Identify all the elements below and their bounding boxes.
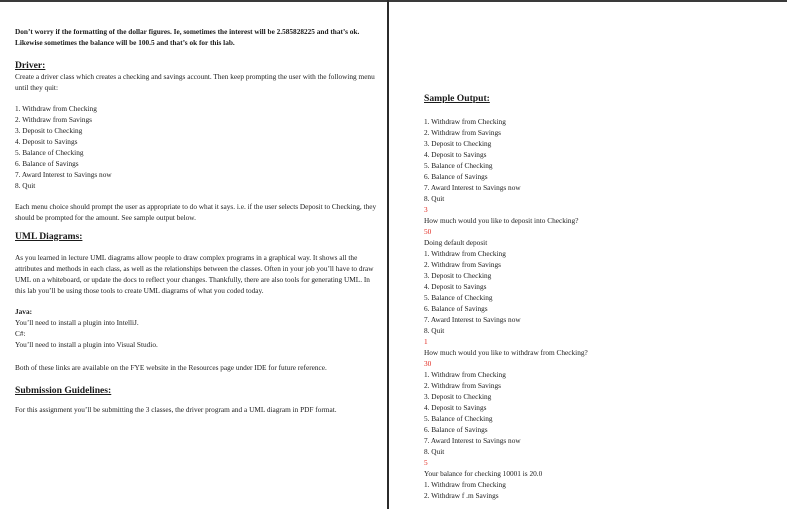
user-input: 3 [424,205,428,214]
driver-text: Create a driver class which creates a checking and savings account. Then keep prompting the user with the following menu until they quit: [15,72,375,92]
sample-menu-2 [424,248,777,336]
list-item: 7. Award Interest to Savings now [424,436,521,445]
list-item: 7. Award Interest to Savings now [424,183,521,192]
list-item: 2. Withdraw from Savings [424,260,501,269]
list-item: 7. Award Interest to Savings now [424,315,521,324]
list-item: 1. Withdraw from Checking [424,117,506,126]
submission-heading: Submission Guidelines: [15,385,112,396]
list-item: 4. Deposit to Savings [424,282,487,291]
java-text: You’ll need to install a plugin into IntelliJ. [15,318,139,327]
list-item: 8. Quit [424,326,445,335]
list-item: 6. Balance of Savings [15,159,79,168]
list-item: 1. Withdraw from Checking [15,104,97,113]
list-item: 7. Award Interest to Savings now [15,170,112,179]
list-item: 5. Balance of Checking [424,414,493,423]
list-item: 1. Withdraw from Checking [424,249,506,258]
balance-line: Your balance for checking 10001 is 20.0 [424,469,543,478]
doing-deposit-line: Doing default deposit [424,238,488,247]
list-item: 2. Withdraw from Savings [15,115,92,124]
prompt-deposit: How much would you like to deposit into Checking? [424,216,579,225]
menu-note: Each menu choice should prompt the user as appropriate to do what it says. i.e. if the user selects Deposit to Checking, they should be prompted for the amount. See sample output below. [15,202,377,222]
uml-text: As you learned in lecture UML diagrams allow people to draw complex programs in a graphical way. It shows all the attributes and methods in each class, as well as the relationships between the classes. Often in your job you’ll have to draw UML on a whiteboard, or update the docs to reflect your changes. Thankfully, there are also tools for generating UML. In this lab you’ll be using those tools to create UML diagrams of what you coded today. [15,253,374,295]
driver-heading: Driver: [15,60,46,71]
list-item: 3. Deposit to Checking [424,392,492,401]
sample-menu-1 [424,116,777,204]
list-item: 6. Balance of Savings [424,172,488,181]
list-item: 3. Deposit to Checking [424,271,492,280]
user-input: 30 [424,359,432,368]
prompt-withdraw: How much would you like to withdraw from Checking? [424,348,588,357]
list-item: 5. Balance of Checking [424,293,493,302]
list-item: 1. Withdraw from Checking [424,370,506,379]
links-text: Both of these links are available on the FYE website in the Resources page under IDE for future reference. [15,363,327,372]
right-page [390,0,787,509]
list-item: 4. Deposit to Savings [424,403,487,412]
page-divider [387,0,389,509]
left-page [0,0,388,509]
list-item: 4. Deposit to Savings [424,150,487,159]
user-input: 50 [424,227,432,236]
list-item: 2. Withdraw f .m Savings [424,491,499,500]
list-item: 8. Quit [424,447,445,456]
list-item: 5. Balance of Checking [15,148,84,157]
java-label: Java: [15,307,33,316]
driver-menu-list [15,103,378,191]
sample-output-heading: Sample Output: [424,93,490,104]
user-input: 5 [424,458,428,467]
list-item: 2. Withdraw from Savings [424,128,501,137]
list-item: 6. Balance of Savings [424,304,488,313]
list-item: 5. Balance of Checking [424,161,493,170]
list-item: 8. Quit [15,181,36,190]
list-item: 6. Balance of Savings [424,425,488,434]
list-item: 8. Quit [424,194,445,203]
list-item: 2. Withdraw from Savings [424,381,501,390]
list-item: 1. Withdraw from Checking [424,480,506,489]
csharp-label: C#: [15,329,26,338]
list-item: 3. Deposit to Checking [15,126,83,135]
intro-note: Don’t worry if the formatting of the dollar figures. Ie, sometimes the interest will be 2.585828225 and that’s ok. Likewise sometimes the balance will be 100.5 and that’s ok for this lab. [15,27,360,47]
list-item: 3. Deposit to Checking [424,139,492,148]
user-input: 1 [424,337,428,346]
list-item: 4. Deposit to Savings [15,137,78,146]
uml-heading: UML Diagrams: [15,231,83,242]
csharp-text: You’ll need to install a plugin into Visual Studio. [15,340,158,349]
sample-menu-3 [424,369,777,457]
submission-text: For this assignment you’ll be submitting the 3 classes, the driver program and a UML diagram in PDF format. [15,405,337,414]
